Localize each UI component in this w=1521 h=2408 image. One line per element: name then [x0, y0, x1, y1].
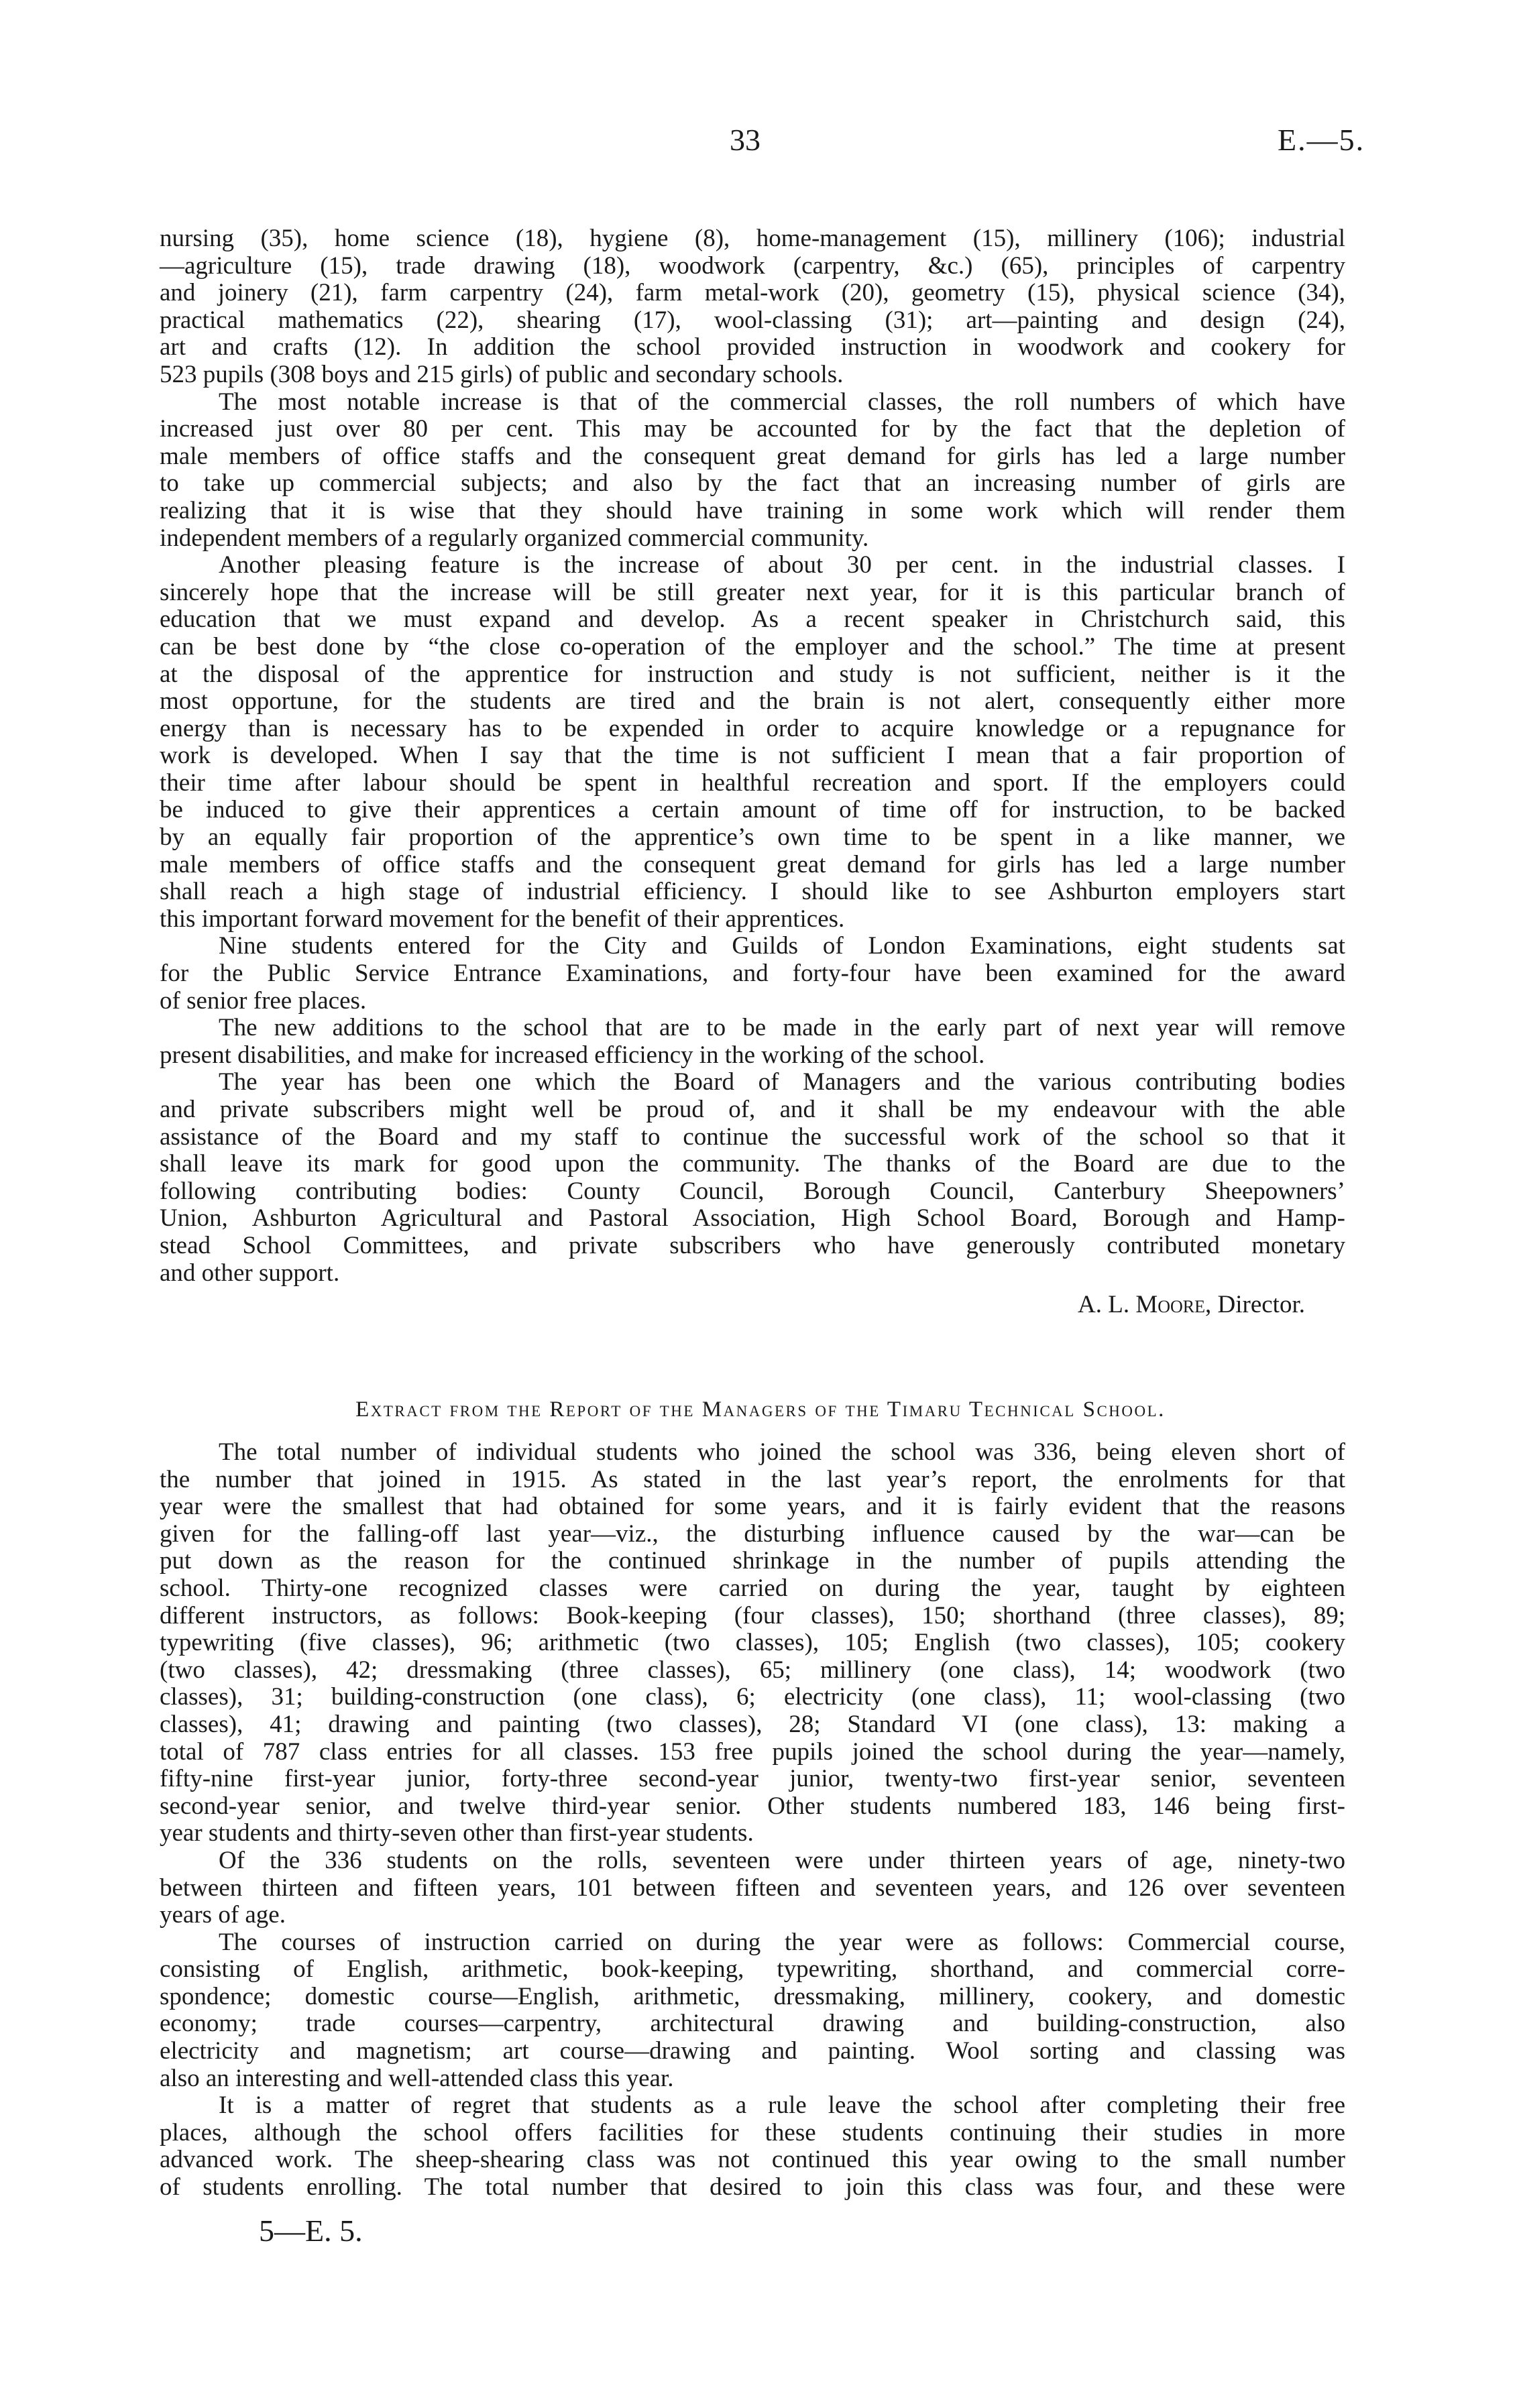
text-line: work is developed. When I say that the time is not sufficient I mean that a fair proportion of [160, 742, 1345, 770]
text-line: stead School Committees, and private subscribers who have generously contributed monetary [160, 1231, 1345, 1259]
text-line: spondence; domestic course—English, arithmetic, dressmaking, millinery, cookery, and domestic [160, 1982, 1345, 2010]
signature-name: A. L. Moore [1078, 1291, 1206, 1318]
paragraph [160, 1069, 1345, 1287]
text-line: this important forward movement for the benefit of their apprentices. [160, 905, 845, 933]
text-line: also an interesting and well-attended class this year. [160, 2064, 674, 2092]
text-line: art and crafts (12). In addition the school provided instruction in woodwork and cookery for [160, 333, 1345, 361]
text-line: their time after labour should be spent in healthful recreation and sport. If the employers could [160, 768, 1345, 797]
text-line: classes), 31; building-construction (one class), 6; electricity (one class), 11; wool-classing (two [160, 1683, 1345, 1711]
text-line: and joinery (21), farm carpentry (24), farm metal-work (20), geometry (15), physical science (34), [160, 279, 1345, 307]
text-line: electricity and magnetism; art course—drawing and painting. Wool sorting and classing was [160, 2037, 1345, 2065]
text-line: advanced work. The sheep-shearing class was not continued this year owing to the small number [160, 2146, 1345, 2174]
text-line: to take up commercial subjects; and also by the fact that an increasing number of girls are [160, 469, 1345, 498]
text-line: given for the falling-off last year—viz., the disturbing influence caused by the war—can be [160, 1520, 1345, 1548]
page-number: 33 [730, 123, 760, 157]
text-line: realizing that it is wise that they should have training in some work which will render them [160, 496, 1345, 524]
ashburton-report-body [160, 225, 1345, 1287]
text-line: shall leave its mark for good upon the community. The thanks of the Board are due to the [160, 1150, 1345, 1178]
text-line: year were the smallest that had obtained for some years, and it is fairly evident that the reasons [160, 1493, 1345, 1521]
text-line: by an equally fair proportion of the apprentice’s own time to be spent in a like manner, we [160, 823, 1345, 852]
text-line: places, although the school offers facilities for these students continuing their studies in more [160, 2118, 1345, 2146]
text-line: classes), 41; drawing and painting (two classes), 28; Standard VI (one class), 13: making a [160, 1710, 1345, 1738]
text-line: male members of office staffs and the consequent great demand for girls has led a large number [160, 850, 1345, 878]
text-line: shall reach a high stage of industrial efficiency. I should like to see Ashburton employers start [160, 878, 1345, 906]
text-line: Union, Ashburton Agricultural and Pastoral Association, High School Board, Borough and Hamp- [160, 1204, 1345, 1232]
text-line: and private subscribers might well be proud of, and it shall be my endeavour with the able [160, 1096, 1345, 1123]
text-line: of students enrolling. The total number that desired to join this class was four, and these were [160, 2173, 1345, 2201]
text-line: year students and thirty-seven other than first-year students. [160, 1819, 754, 1847]
text-line: sincerely hope that the increase will be still greater next year, for it is this particular branch of [160, 578, 1345, 606]
text-line: Nine students entered for the City and Guilds of London Examinations, eight students sat [219, 932, 1345, 960]
text-line: for the Public Service Entrance Examinations, and forty-four have been examined for the award [160, 960, 1345, 988]
paragraph [160, 389, 1345, 553]
text-line: The total number of individual students who joined the school was 336, being eleven short of [219, 1438, 1345, 1466]
text-line: of senior free places. [160, 986, 367, 1015]
section-heading: Extract from the Report of the Managers of the Timaru Technical School. [355, 1397, 1166, 1422]
text-line: nursing (35), home science (18), hygiene (8), home-management (15), millinery (106); industrial [160, 225, 1345, 252]
text-line: Another pleasing feature is the increase of about 30 per cent. in the industrial classes. I [219, 551, 1345, 579]
paragraph [160, 933, 1345, 1015]
paragraph [160, 2092, 1345, 2201]
text-line: second-year senior, and twelve third-year senior. Other students numbered 183, 146 being first- [160, 1792, 1345, 1820]
signature-title: , Director. [1205, 1291, 1305, 1318]
text-line: fifty-nine first-year junior, forty-three second-year junior, twenty-two first-year senior, seventeen [160, 1765, 1345, 1793]
text-line: school. Thirty-one recognized classes were carried on during the year, taught by eighteen [160, 1574, 1345, 1602]
text-line: The courses of instruction carried on during the year were as follows: Commercial course, [219, 1928, 1345, 1956]
director-signature [1078, 1292, 1305, 1319]
timaru-report-body [160, 1439, 1345, 2201]
text-line: present disabilities, and make for increased efficiency in the working of the school. [160, 1041, 985, 1069]
text-line: energy than is necessary has to be expended in order to acquire knowledge or a repugnance for [160, 714, 1345, 742]
text-line: education that we must expand and develop. As a recent speaker in Christchurch said, this [160, 606, 1345, 634]
paragraph [160, 1847, 1345, 1929]
text-line: put down as the reason for the continued shrinkage in the number of pupils attending the [160, 1547, 1345, 1575]
text-line: different instructors, as follows: Book-keeping (four classes), 150; shorthand (three classes), 89; [160, 1601, 1345, 1629]
text-line: increased just over 80 per cent. This may be accounted for by the fact that the depletion of [160, 415, 1345, 443]
text-line: (two classes), 42; dressmaking (three classes), 65; millinery (one class), 14; woodwork (two [160, 1656, 1345, 1684]
text-line: most opportune, for the students are tired and the brain is not alert, consequently either more [160, 687, 1345, 715]
text-line: be induced to give their apprentices a certain amount of time off for instruction, to be backed [160, 796, 1345, 824]
text-line: years of age. [160, 1901, 286, 1929]
text-line: Of the 336 students on the rolls, seventeen were under thirteen years of age, ninety-two [219, 1846, 1345, 1874]
text-line: economy; trade courses—carpentry, architectural drawing and building-construction, also [160, 2010, 1345, 2038]
text-line: independent members of a regularly organized commercial community. [160, 524, 869, 552]
text-line: consisting of English, arithmetic, book-keeping, typewriting, shorthand, and commercial corre- [160, 1955, 1345, 1984]
text-line: The year has been one which the Board of Managers and the various contributing bodies [219, 1068, 1345, 1096]
text-line: between thirteen and fifteen years, 101 between fifteen and seventeen years, and 126 over seventeen [160, 1874, 1345, 1902]
text-line: assistance of the Board and my staff to continue the successful work of the school so that it [160, 1123, 1345, 1151]
paragraph [160, 1015, 1345, 1069]
paragraph [160, 1439, 1345, 1847]
paragraph [160, 1929, 1345, 2093]
text-line: practical mathematics (22), shearing (17), wool-classing (31); art—painting and design (24), [160, 306, 1345, 334]
text-line: and other support. [160, 1259, 340, 1287]
text-line: total of 787 class entries for all classes. 153 free pupils joined the school during the year—namely, [160, 1737, 1345, 1766]
text-line: the number that joined in 1915. As stated in the last year’s report, the enrolments for that [160, 1465, 1345, 1493]
text-line: The most notable increase is that of the commercial classes, the roll numbers of which have [219, 388, 1345, 416]
paragraph [160, 225, 1345, 389]
text-line: The new additions to the school that are to be made in the early part of next year will remove [219, 1014, 1345, 1042]
text-line: following contributing bodies: County Council, Borough Council, Canterbury Sheepowners’ [160, 1177, 1345, 1205]
text-line: at the disposal of the apprentice for instruction and study is not sufficient, neither is it the [160, 660, 1345, 688]
paragraph [160, 552, 1345, 933]
text-line: It is a matter of regret that students as a rule leave the school after completing their free [219, 2091, 1345, 2120]
text-line: typewriting (five classes), 96; arithmetic (two classes), 105; English (two classes), 105; cookery [160, 1629, 1345, 1657]
document-reference: E.—5. [1278, 123, 1365, 157]
text-line: 523 pupils (308 boys and 215 girls) of public and secondary schools. [160, 360, 844, 388]
text-line: —agriculture (15), trade drawing (18), woodwork (carpentry, &c.) (65), principles of carpentry [160, 251, 1345, 280]
printer-signature-mark: 5—E. 5. [259, 2214, 363, 2248]
text-line: male members of office staffs and the consequent great demand for girls has led a large number [160, 442, 1345, 470]
text-line: can be best done by “the close co-operation of the employer and the school.” The time at present [160, 632, 1345, 661]
